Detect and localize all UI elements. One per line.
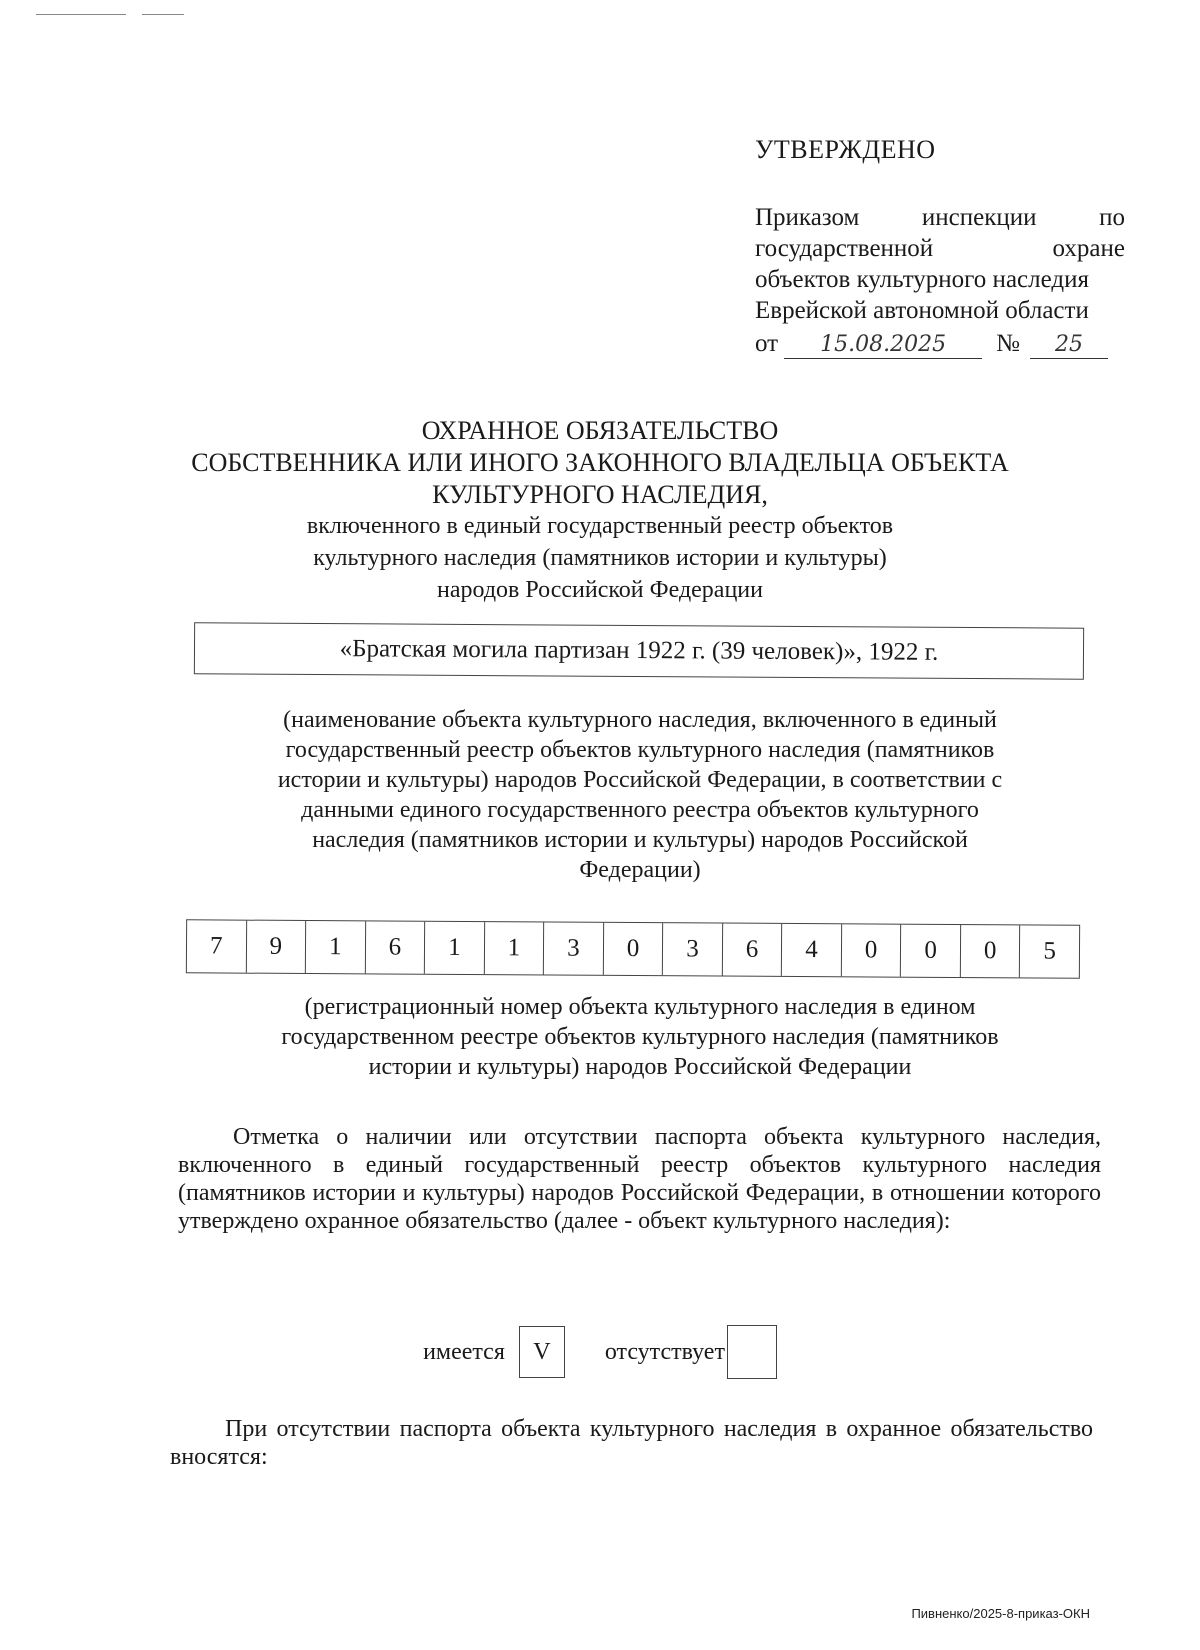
passport-mark-text: Отметка о наличии или отсутствии паспорта объекта культурного наследия, включенного в единый государственный реестр объектов культурного наследия (памятников истории и культуры) народов Российской Федерации, в отношении которого утверждено охранное обязательство (далее - объект культурного наследия): <box>178 1124 1101 1234</box>
caption-line: наследия (памятников истории и культуры) народов Российской <box>312 827 968 853</box>
caption-line: государственном реестре объектов культурного наследия (памятников <box>281 1024 999 1050</box>
footer-reference: Пивненко/2025-8-приказ-ОКН <box>911 1606 1090 1621</box>
caption-line: истории и культуры) народов Российской Федерации, в соответствии с <box>277 767 1003 793</box>
handwritten-date: 15.08.2025 <box>784 332 982 359</box>
present-label: имеется <box>423 1338 505 1365</box>
absent-checkbox[interactable] <box>727 1325 777 1379</box>
reg-digit-cell: 0 <box>604 923 664 975</box>
subtitle-line: культурного наследия (памятников истории и культуры) <box>313 545 887 571</box>
reg-digit-cell: 3 <box>544 922 604 974</box>
approval-text: объектов культурного наследия <box>755 266 1089 294</box>
approval-word: государственной <box>755 235 934 263</box>
subtitle-line: включенного в единый государственный реестр объектов <box>306 513 894 539</box>
passport-mark-paragraph <box>178 1123 1101 1235</box>
caption-line: государственный реестр объектов культурного наследия (памятников <box>285 737 995 763</box>
caption-line: данными единого государственного реестра объектов культурного <box>301 797 979 823</box>
reg-digit-cell: 7 <box>187 920 247 972</box>
reg-digit-cell: 6 <box>723 924 783 976</box>
caption-line: Федерации) <box>579 857 701 883</box>
approval-stamp: УТВЕРЖДЕНО <box>755 135 936 164</box>
reg-digit-cell: 0 <box>842 924 902 976</box>
number-prefix: № <box>996 330 1020 358</box>
approval-block <box>755 134 1125 359</box>
approval-word: инспекции <box>921 204 1037 232</box>
approval-date-line <box>755 329 1125 359</box>
caption-line: истории и культуры) народов Российской Федерации <box>368 1054 912 1080</box>
absence-note-text: При отсутствии паспорта объекта культурного наследия в охранное обязательство вносятся: <box>170 1416 1093 1470</box>
approval-line-4 <box>755 296 1125 327</box>
approval-text: Еврейской автономной области <box>755 297 1089 325</box>
reg-digit-cell: 3 <box>663 923 723 975</box>
approval-line-3 <box>755 265 1125 296</box>
caption-line: (наименование объекта культурного наследия, включенного в единый <box>283 707 997 733</box>
approval-word: по <box>1099 204 1125 232</box>
handwritten-number: 25 <box>1030 332 1108 359</box>
title-line: СОБСТВЕННИКА ИЛИ ИНОГО ЗАКОННОГО ВЛАДЕЛЬЦА ОБЪЕКТА <box>191 448 1009 477</box>
date-prefix: от <box>755 330 779 358</box>
document-subtitle <box>150 510 1050 606</box>
reg-digit-cell: 0 <box>961 925 1021 977</box>
approval-line-2 <box>755 234 1125 265</box>
approval-word: охране <box>1052 235 1125 263</box>
reg-digit-cell: 1 <box>306 921 366 973</box>
present-checkbox[interactable]: V <box>519 1326 565 1378</box>
object-name: «Братская могила партизан 1922 г. (39 человек)», 1922 г. <box>339 635 939 666</box>
reg-digit-cell: 1 <box>485 922 545 974</box>
scan-marks <box>36 14 200 32</box>
passport-checkbox-row <box>0 1325 1200 1379</box>
reg-digit-cell: 5 <box>1043 937 1057 965</box>
absence-note-paragraph <box>170 1415 1093 1471</box>
absent-label: отсутствует <box>604 1338 725 1365</box>
object-name-caption <box>180 705 1100 885</box>
title-line: ОХРАННОЕ ОБЯЗАТЕЛЬСТВО <box>421 416 779 445</box>
approval-word: Приказом <box>755 204 860 232</box>
reg-digit-cell: 4 <box>782 924 842 976</box>
title-line: КУЛЬТУРНОГО НАСЛЕДИЯ, <box>432 480 768 509</box>
reg-digit-cell: 6 <box>365 921 425 973</box>
object-name-box <box>194 622 1084 679</box>
subtitle-line: народов Российской Федерации <box>437 577 763 603</box>
document-title <box>150 415 1050 511</box>
caption-line: (регистрационный номер объекта культурного наследия в едином <box>304 994 976 1020</box>
reg-digit-cell: 9 <box>246 921 306 973</box>
reg-digit-cell: 0 <box>901 925 961 977</box>
registration-number-caption <box>180 992 1100 1082</box>
registration-number-box <box>186 919 1080 978</box>
approval-line-1 <box>755 203 1125 234</box>
reg-digit-cell: 1 <box>425 922 485 974</box>
